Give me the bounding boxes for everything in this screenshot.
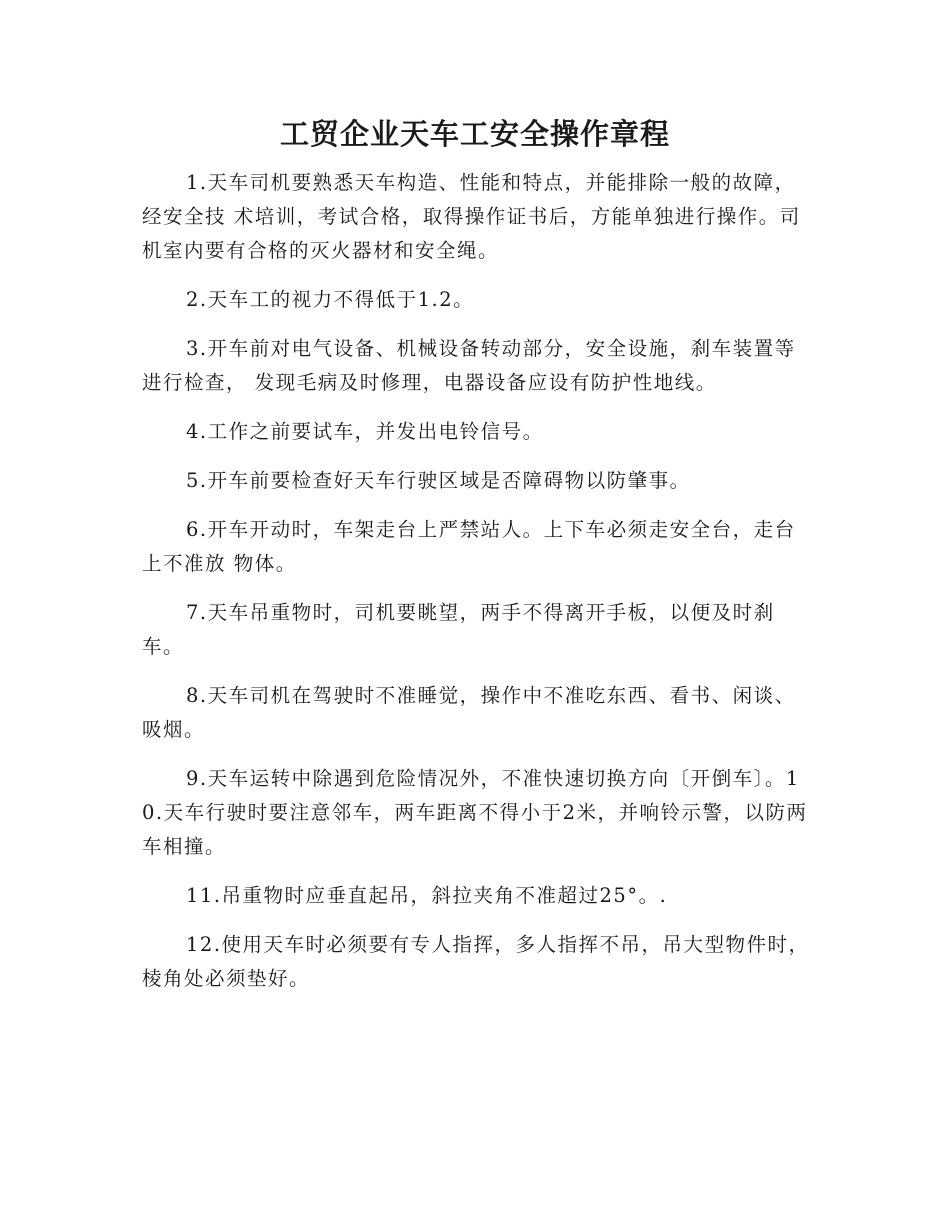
paragraph-11: 11.吊重物时应垂直起吊，斜拉夹角不准超过25°。. <box>186 884 668 907</box>
document-title: 工贸企业天车工安全操作章程 <box>279 117 670 151</box>
paragraph-7: 7.天车吊重物时，司机要眺望，两手不得离开手板，以便及时刹车。 <box>142 601 775 658</box>
document-body <box>142 166 810 1011</box>
paragraph-3: 3.开车前对电气设备、机械设备转动部分，安全设施，刹车装置等进行检查， 发现毛病及时修理，电器设备应设有防护性地线。 <box>142 337 796 394</box>
paragraph-6: 6.开车开动时，车架走台上严禁站人。上下车必须走安全台，走台上不准放 物体。 <box>142 518 796 575</box>
paragraph-12: 12.使用天车时必须要有专人指挥，多人指挥不吊，吊大型物件时，棱角处必须垫好。 <box>142 933 810 990</box>
paragraph-9: 9.天车运转中除遇到危险情况外，不准快速切换方向〔开倒车〕。10.天车行驶时要注意邻车，两车距离不得小于2米，并响铃示警，以防两车相撞。 <box>142 767 808 858</box>
paragraph-4: 4.工作之前要试车，并发出电铃信号。 <box>186 420 544 443</box>
paragraph-1: 1.天车司机要熟悉天车构造、性能和特点，并能排除一般的故障，经安全技 术培训，考试合格，取得操作证书后，方能单独进行操作。司机室内要有合格的灭火器材和安全绳。 <box>142 171 801 262</box>
paragraph-2: 2.天车工的视力不得低于1.2。 <box>186 288 475 311</box>
paragraph-8: 8.天车司机在驾驶时不准睡觉，操作中不准吃东西、看书、闲谈、吸烟。 <box>142 684 796 741</box>
paragraph-5: 5.开车前要检查好天车行驶区域是否障碍物以防肇事。 <box>186 469 691 492</box>
